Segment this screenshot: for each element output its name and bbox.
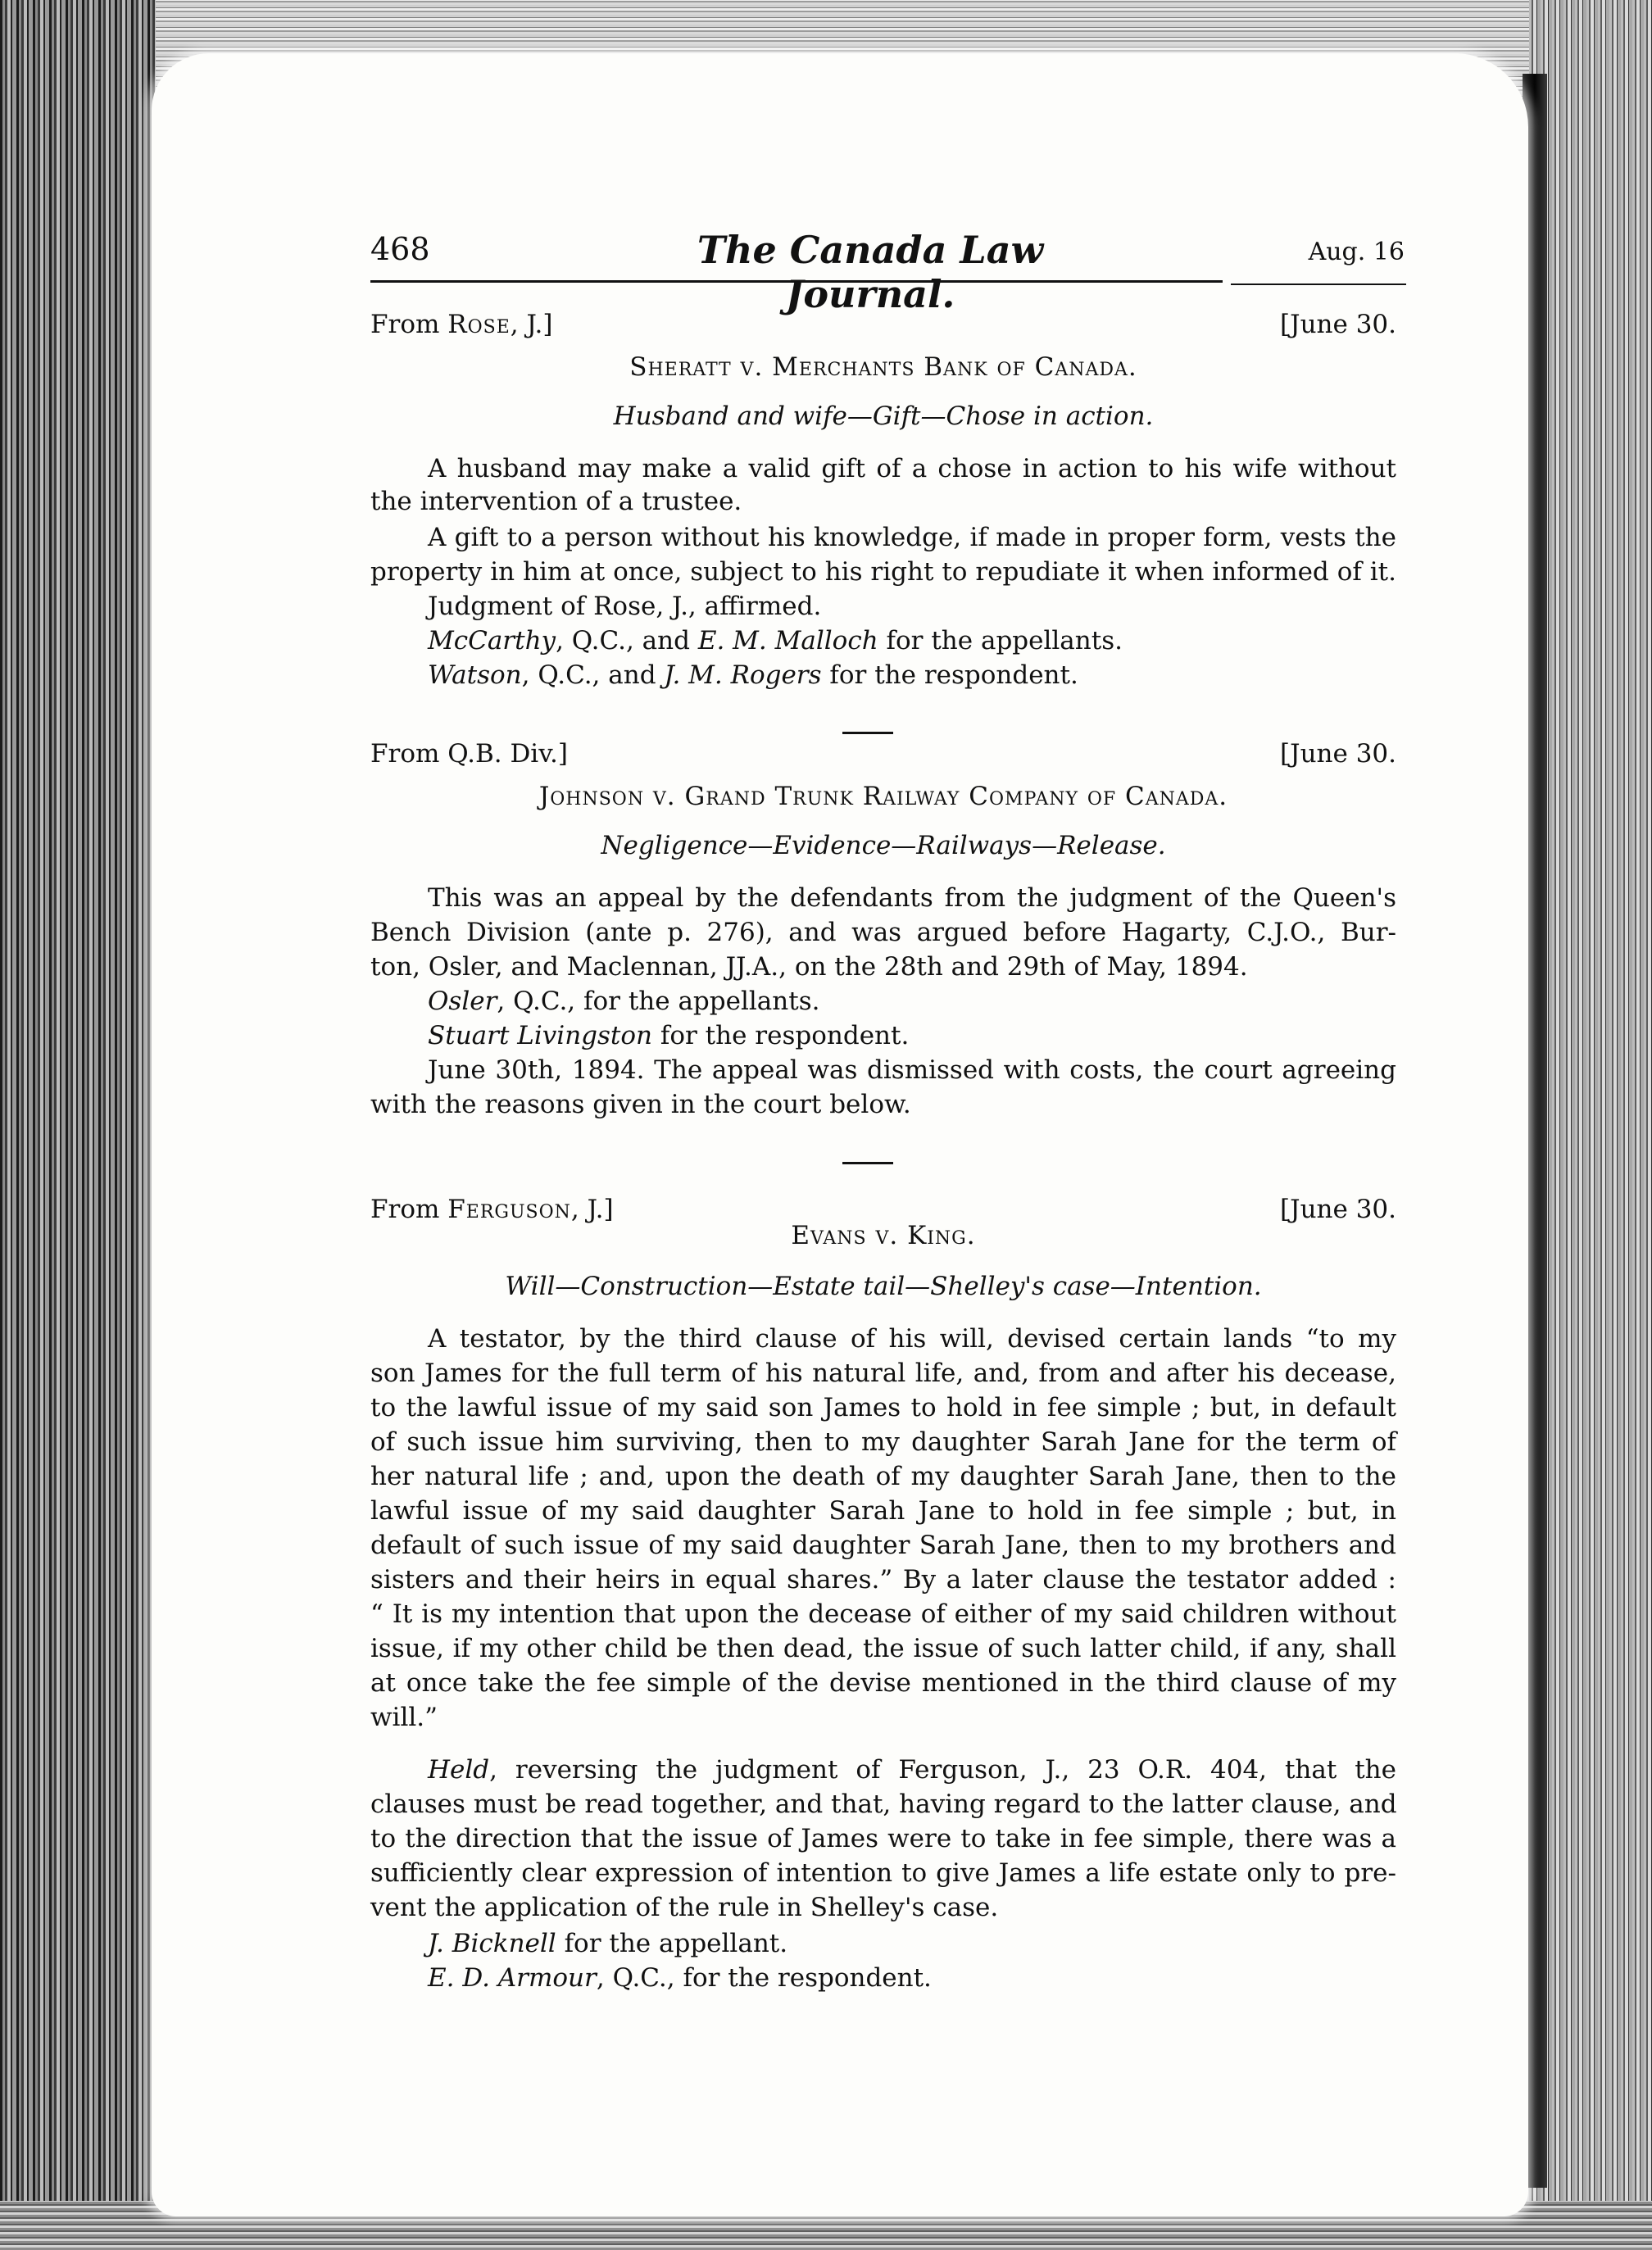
header-rule-short [1231, 284, 1406, 285]
case-1-from: From Rose, J.] [370, 310, 553, 339]
case-2-counsel-line: Stuart Livingston for the respondent. [428, 1021, 910, 1050]
case-separator [842, 1162, 893, 1164]
case-3-body-line: sisters and their heirs in equal shares.” By a later clause the testator added : [370, 1565, 1396, 1595]
case-3-body-line: son James for the full term of his natural life, and, from and after his decease, [370, 1359, 1396, 1388]
journal-title: The Canada Law Journal. [697, 228, 1044, 316]
case-2-body-line: Bench Division (ante p. 276), and was argued before Hagarty, C.J.O., Bur- [370, 918, 1396, 947]
page-number: 468 [370, 231, 430, 267]
case-3-body-line: will.” [370, 1703, 438, 1732]
case-2-catchwords: Negligence—Evidence—Railways—Release. [601, 831, 1166, 860]
case-2-body-line: June 30th, 1894. The appeal was dismissed with costs, the court agreeing [428, 1055, 1396, 1085]
case-1-court-line [370, 310, 1396, 342]
case-3-body-line: “ It is my intention that upon the decease of either of my said children without [370, 1599, 1396, 1629]
case-3-catchwords: Will—Construction—Estate tail—Shelley's case—Intention. [505, 1272, 1262, 1301]
case-2-body-line: ton, Osler, and Maclennan, JJ.A., on the 28th and 29th of May, 1894. [370, 952, 1248, 982]
case-2-court-line [370, 739, 1396, 772]
case-3-body-line: A testator, by the third clause of his will, devised certain lands “to my [428, 1324, 1396, 1354]
scan-border-right [1529, 0, 1652, 2250]
issue-date: Aug. 16 [1308, 238, 1405, 266]
case-1-counsel-line: Watson, Q.C., and J. M. Rogers for the respondent. [428, 660, 1078, 690]
case-2-counsel-line: Osler, Q.C., for the appellants. [428, 987, 820, 1016]
case-3-date: [June 30. [1280, 1195, 1396, 1224]
case-1-body-line: the intervention of a trustee. [370, 487, 742, 516]
case-1-counsel-line: McCarthy, Q.C., and E. M. Malloch for the appellants. [428, 626, 1123, 655]
case-separator [842, 732, 893, 734]
case-2-body-line: with the reasons given in the court below. [370, 1090, 911, 1119]
case-3-held-line: Held, reversing the judgment of Ferguson, J., 23 O.R. 404, that the [428, 1755, 1396, 1785]
case-2-body-line: This was an appeal by the defendants from the judgment of the Queen's [428, 883, 1396, 913]
case-1-body-line: A husband may make a valid gift of a chose in action to his wife without [428, 454, 1396, 483]
case-3-held-line: to the direction that the issue of James were to take in fee simple, there was a [370, 1824, 1396, 1853]
case-2-date: [June 30. [1280, 739, 1396, 769]
case-3-body-line: at once take the fee simple of the devise mentioned in the third clause of my [370, 1668, 1396, 1698]
case-3-body-line: issue, if my other child be then dead, the issue of such latter child, if any, shall [370, 1634, 1396, 1663]
case-3-held-line: vent the application of the rule in Shelley's case. [370, 1893, 999, 1922]
case-3-held-line: sufficiently clear expression of intention to give James a life estate only to pre- [370, 1858, 1396, 1888]
case-2-from: From Q.B. Div.] [370, 739, 569, 769]
case-3-body-line: lawful issue of my said daughter Sarah Jane to hold in fee simple ; but, in [370, 1496, 1396, 1526]
header-rule [370, 280, 1223, 283]
case-3-body-line: to the lawful issue of my said son James to hold in fee simple ; but, in default [370, 1393, 1396, 1422]
case-3-parties: Evans v. King. [791, 1221, 976, 1250]
case-3-body-line: of such issue him surviving, then to my daughter Sarah Jane for the term of [370, 1427, 1396, 1457]
case-2-parties: Johnson v. Grand Trunk Railway Company of Canada. [538, 782, 1228, 811]
case-1-date: [June 30. [1280, 310, 1396, 339]
case-3-counsel-line: J. Bicknell for the appellant. [428, 1929, 788, 1958]
case-1-body-line: property in him at once, subject to his right to repudiate it when informed of it. [370, 557, 1396, 587]
case-1-catchwords: Husband and wife—Gift—Chose in action. [613, 401, 1154, 431]
case-1-parties: Sheratt v. Merchants Bank of Canada. [629, 352, 1137, 382]
case-3-held-line: clauses must be read together, and that, having regard to the latter clause, and [370, 1790, 1397, 1819]
page-header [370, 228, 1405, 316]
case-1-body-line: Judgment of Rose, J., affirmed. [428, 592, 822, 621]
case-3-body-line: default of such issue of my said daughter Sarah Jane, then to my brothers and [370, 1531, 1396, 1560]
scan-border-left [0, 0, 156, 2250]
case-3-from: From Ferguson, J.] [370, 1195, 614, 1224]
case-1-body-line: A gift to a person without his knowledge, if made in proper form, vests the [428, 523, 1396, 552]
case-3-counsel-line: E. D. Armour, Q.C., for the respondent. [428, 1963, 932, 1993]
case-3-body-line: her natural life ; and, upon the death of my daughter Sarah Jane, then to the [370, 1462, 1396, 1491]
